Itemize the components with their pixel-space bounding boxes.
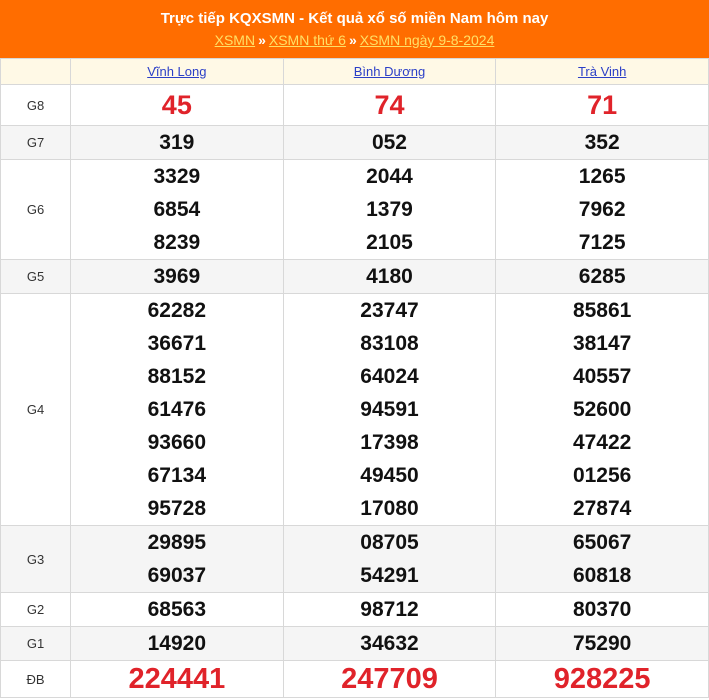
results-body [1, 85, 709, 698]
result-number: 319 [159, 131, 195, 154]
prize-row [1, 260, 709, 294]
province-header [496, 59, 709, 85]
prize-label: G1 [1, 627, 71, 661]
result-number: 62282 [147, 299, 207, 322]
result-number: 47422 [572, 431, 632, 454]
result-number: 6854 [153, 198, 201, 221]
result-cell [283, 126, 496, 160]
result-number: 67134 [147, 464, 207, 487]
result-number: 34632 [360, 632, 419, 655]
result-number: 68563 [147, 598, 207, 621]
result-cell [71, 627, 284, 661]
prize-label: G5 [1, 260, 71, 294]
result-cell [283, 85, 496, 126]
results-table [0, 58, 709, 698]
result-cell [496, 160, 709, 260]
result-number: 60818 [572, 564, 632, 587]
breadcrumb [0, 30, 709, 50]
result-number: 88152 [147, 365, 207, 388]
result-number: 95728 [147, 497, 207, 520]
result-number: 45 [161, 90, 192, 120]
result-number: 83108 [360, 332, 419, 355]
breadcrumb-separator: » [258, 32, 266, 48]
prize-label: ĐB [1, 661, 71, 698]
result-number: 49450 [360, 464, 419, 487]
prize-label: G8 [1, 85, 71, 126]
result-number: 17398 [360, 431, 419, 454]
page-header [0, 0, 709, 58]
result-cell [71, 160, 284, 260]
result-number: 23747 [360, 299, 419, 322]
prize-row [1, 126, 709, 160]
result-cell [71, 593, 284, 627]
prize-row [1, 627, 709, 661]
result-cell [496, 85, 709, 126]
result-number: 98712 [360, 598, 419, 621]
prize-row [1, 160, 709, 260]
result-number: 2105 [366, 231, 413, 254]
prize-label: G3 [1, 526, 71, 593]
result-cell [283, 294, 496, 526]
result-cell [496, 661, 709, 698]
province-link-vinh-long[interactable]: Vĩnh Long [147, 64, 207, 79]
breadcrumb-link-xsmn[interactable]: XSMN [214, 32, 256, 48]
result-number: 7125 [578, 231, 626, 254]
result-cell [283, 160, 496, 260]
province-header-row [1, 59, 709, 85]
province-header [283, 59, 496, 85]
prize-row [1, 593, 709, 627]
prize-row [1, 526, 709, 593]
result-number: 85861 [572, 299, 632, 322]
result-number: 71 [587, 90, 618, 120]
result-number: 352 [584, 131, 620, 154]
result-number: 94591 [360, 398, 419, 421]
page-title: Trực tiếp KQXSMN - Kết quả xổ số miền Nam hôm nay [160, 10, 549, 27]
result-number: 4180 [366, 265, 413, 288]
result-cell [71, 294, 284, 526]
result-cell [71, 661, 284, 698]
result-number: 14920 [147, 632, 207, 655]
result-cell [283, 260, 496, 294]
result-cell [71, 260, 284, 294]
result-number: 40557 [572, 365, 632, 388]
result-cell [71, 126, 284, 160]
result-number: 08705 [360, 531, 419, 554]
result-number: 247709 [341, 663, 438, 695]
result-cell [283, 661, 496, 698]
result-cell [283, 627, 496, 661]
result-number: 69037 [147, 564, 207, 587]
result-number: 3969 [153, 265, 201, 288]
result-number: 65067 [572, 531, 632, 554]
prize-header-cell [1, 59, 71, 85]
result-number: 27874 [572, 497, 632, 520]
result-number: 8239 [153, 231, 201, 254]
province-link-tra-vinh[interactable]: Trà Vinh [577, 64, 627, 79]
result-cell [283, 526, 496, 593]
result-number: 3329 [153, 165, 201, 188]
result-number: 75290 [572, 632, 632, 655]
result-number: 64024 [360, 365, 419, 388]
result-cell [496, 260, 709, 294]
result-cell [496, 526, 709, 593]
prize-label: G6 [1, 160, 71, 260]
result-number: 1265 [578, 165, 626, 188]
result-number: 61476 [147, 398, 207, 421]
prize-label: G7 [1, 126, 71, 160]
result-number: 29895 [147, 531, 207, 554]
result-cell [283, 593, 496, 627]
result-cell [71, 526, 284, 593]
result-number: 38147 [572, 332, 632, 355]
result-number: 928225 [553, 663, 651, 695]
prize-row [1, 661, 709, 698]
province-header [71, 59, 284, 85]
result-number: 1379 [366, 198, 413, 221]
breadcrumb-link-weekday[interactable]: XSMN thứ 6 [268, 32, 346, 48]
result-number: 052 [371, 131, 407, 154]
breadcrumb-separator: » [348, 32, 357, 48]
prize-label: G4 [1, 294, 71, 526]
result-cell [496, 627, 709, 661]
result-number: 2044 [366, 165, 413, 188]
result-number: 74 [374, 90, 405, 120]
province-link-binh-duong[interactable]: Bình Dương [353, 64, 426, 79]
result-number: 80370 [572, 598, 632, 621]
result-number: 52600 [572, 398, 632, 421]
result-number: 224441 [128, 663, 226, 695]
result-cell [496, 126, 709, 160]
result-cell [496, 294, 709, 526]
result-cell [496, 593, 709, 627]
prize-row [1, 294, 709, 526]
result-number: 17080 [360, 497, 419, 520]
result-cell [71, 85, 284, 126]
result-number: 01256 [572, 464, 632, 487]
prize-label: G2 [1, 593, 71, 627]
result-number: 93660 [147, 431, 207, 454]
breadcrumb-link-date[interactable]: XSMN ngày 9-8-2024 [359, 32, 495, 48]
prize-row [1, 85, 709, 126]
result-number: 7962 [578, 198, 626, 221]
result-number: 54291 [360, 564, 419, 587]
result-number: 6285 [578, 265, 626, 288]
result-number: 36671 [147, 332, 207, 355]
